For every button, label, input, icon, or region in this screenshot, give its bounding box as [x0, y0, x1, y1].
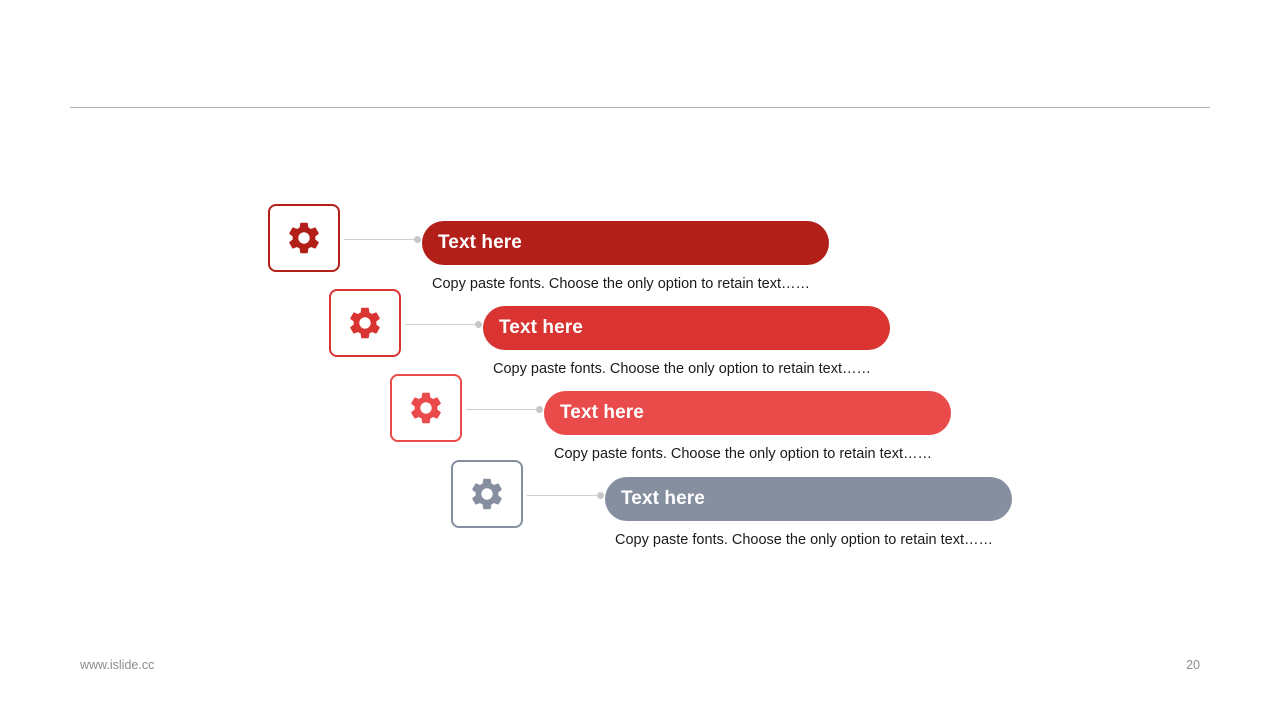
step-4 [451, 460, 1196, 555]
gear-icon [346, 304, 384, 342]
step-4-title-pill [605, 477, 1012, 521]
step-4-connector [527, 495, 601, 496]
step-1-title: Text here [438, 232, 522, 253]
header-divider [70, 107, 1210, 108]
step-3-description: Copy paste fonts. Choose the only option to retain text…… [554, 446, 933, 462]
step-2-title: Text here [499, 317, 583, 338]
step-2-description: Copy paste fonts. Choose the only option to retain text…… [493, 361, 872, 377]
step-4-icon-box [451, 460, 523, 528]
step-2-icon-box [329, 289, 401, 357]
gear-icon [407, 389, 445, 427]
step-3-connector-dot [536, 406, 543, 413]
footer-url: www.islide.cc [80, 658, 155, 672]
step-1-icon-box [268, 204, 340, 272]
gear-icon [468, 475, 506, 513]
step-2-connector-dot [475, 321, 482, 328]
step-2 [329, 289, 1074, 384]
step-3 [390, 374, 1135, 469]
step-3-title-pill [544, 391, 951, 435]
step-1-title-pill [422, 221, 829, 265]
step-2-title-pill [483, 306, 890, 350]
step-1-connector [344, 239, 418, 240]
step-3-icon-box [390, 374, 462, 442]
step-1-connector-dot [414, 236, 421, 243]
page-number: 20 [1186, 658, 1200, 672]
step-4-title: Text here [621, 488, 705, 509]
step-3-connector [466, 409, 540, 410]
gear-icon [285, 219, 323, 257]
step-4-connector-dot [597, 492, 604, 499]
step-1-description: Copy paste fonts. Choose the only option to retain text…… [432, 276, 811, 292]
step-1 [268, 204, 1013, 299]
step-3-title: Text here [560, 402, 644, 423]
step-4-description: Copy paste fonts. Choose the only option to retain text…… [615, 532, 994, 548]
step-2-connector [405, 324, 479, 325]
